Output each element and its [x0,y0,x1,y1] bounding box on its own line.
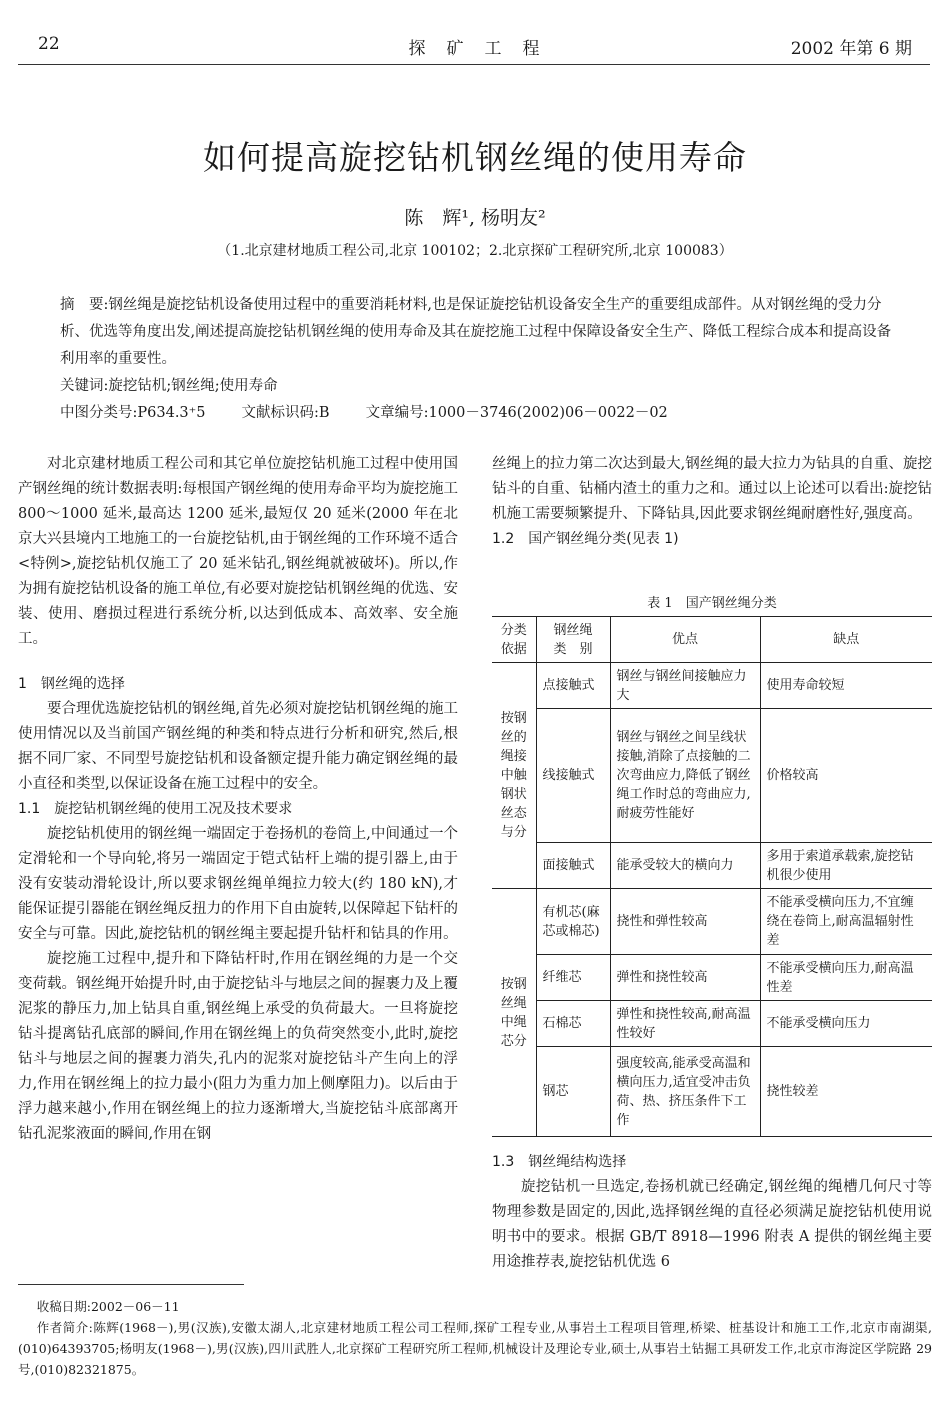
table-cell: 多用于索道承载索,旋挖钻机很少使用 [766,848,914,883]
section-1-3-paragraph: 旋挖钻机一旦选定,卷扬机就已经确定,钢丝绳的绳槽几何尺寸等物理参数是固定的,因此,选择钢丝绳的直径必须满足旋挖钻机使用说明书中的要求。根据 GB/T 8918—1996 附表 A 提供的钢丝绳主要用途推荐表,旋挖钻机优选 6 [492,1179,932,1270]
abstract-paragraph [60,292,892,373]
continued-paragraph: 丝绳上的拉力第二次达到最大,钢丝绳的最大拉力为钻具的自重、旋挖钻斗的自重、钻桶内渣土的重力之和。通过以上论述可以看出:旋挖钻机施工需要频繁提升、下降钻具,因此要求钢丝绳耐磨性好,强度高。 [492,456,932,522]
table-cell: 纤维芯 [536,955,610,1001]
group-core: 按钢丝绳中绳芯分 [492,889,536,1137]
article-title: 如何提高旋挖钻机钢丝绳的使用寿命 [203,138,747,177]
table-cell: 能承受较大的横向力 [610,843,760,889]
right-column [492,452,932,552]
classification-line [60,400,892,427]
header-basis: 分类依据 [492,617,536,663]
classification-table [492,616,932,1137]
article-number: 文章编号:1000－3746(2002)06－0022－02 [365,405,668,421]
section-1-2-heading: 1.2 国产钢丝绳分类(见表 1) [492,531,679,547]
header-category: 钢丝绳 类 别 [536,617,610,663]
issue-label: 2002 年第 6 期 [790,39,912,59]
table-cell: 钢丝与钢丝之间呈线状接触,消除了点接触的二次弯曲应力,降低了钢丝绳工作时总的弯曲应力,耐疲劳性能好 [610,709,760,843]
table-cell: 价格较高 [766,768,819,783]
table-cell: 挠性较差 [766,1084,819,1099]
affiliations: （1.北京建材地质工程公司,北京 100102；2.北京探矿工程研究所,北京 100083） [217,243,733,259]
section-1-3-heading: 1.3 钢丝绳结构选择 [492,1154,627,1170]
page-number: 22 [38,34,60,54]
table-cell: 石棉芯 [536,1001,610,1047]
table-cell: 使用寿命较短 [766,678,845,693]
table-cell: 弹性和挠性较高 [610,955,760,1001]
footnote-rule [18,1284,244,1285]
header-pros: 优点 [610,617,760,663]
table-cell: 弹性和挠性较高,耐高温性较好 [610,1001,760,1047]
section-1-1-paragraph-1: 旋挖钻机使用的钢丝绳一端固定于卷扬机的卷筒上,中间通过一个定滑轮和一个导向轮,将另一端固定于铠式钻杆上端的提引器上,由于没有安装动滑轮设计,所以要求钢丝绳单绳拉力较大(约 180 kN),才能保证提引器能在钢丝绳反扭力的作用下自由旋转,以保障起下钻杆的安全与可靠。因此,旋挖钻机的钢丝绳主要起提升钻杆和钻具的作用。 [18,826,458,942]
footnotes [18,1296,932,1380]
table-cell: 钢丝与钢丝间接触应力大 [610,663,760,709]
group-contact: 按钢丝的绳接中触钢状丝态与分 [492,663,536,889]
table-caption: 表 1 国产钢丝绳分类 [647,596,777,611]
section-1-paragraph: 要合理优选旋挖钻机的钢丝绳,首先必须对旋挖钻机钢丝绳的施工使用情况以及当前国产钢丝绳的种类和特点进行分析和研究,然后,根据不同厂家、不同型号旋挖钻机和设备额定提升能力确定钢丝绳的最小直径和类型,以保证设备在施工过程中的安全。 [18,701,458,792]
table-cell: 挠性和弹性较高 [610,889,760,955]
table-cell: 钢芯 [536,1047,610,1137]
table-cell: 强度较高,能承受高温和横向压力,适宜受冲击负荷、热、挤压条件下工作 [610,1047,760,1137]
header-rule [18,64,930,65]
left-column [18,452,458,1147]
table-cell: 不能承受横向压力 [766,1016,871,1031]
journal-name: 探 矿 工 程 [408,39,542,59]
keywords: 关键词:旋挖钻机;钢丝绳;使用寿命 [60,378,278,394]
section-1-1-paragraph-2: 旋挖施工过程中,提升和下降钻杆时,作用在钢丝绳的力是一个交变荷载。钢丝绳开始提升时,由于旋挖钻斗与地层之间的握裹力及上覆泥浆的静压力,加上钻具自重,钢丝绳上承受的负荷最大。一旦将旋挖钻斗提离钻孔底部的瞬间,作用在钢丝绳上的负荷突然变小,此时,旋挖钻斗与地层之间的握裹力消失,孔内的泥浆对旋挖钻斗产生向上的浮力,作用在钢丝绳上的拉力最小(阻力为重力加上侧摩阻力)。以后由于浮力越来越小,作用在钢丝绳上的拉力逐渐增大,当旋挖钻斗底部离开钻孔泥浆液面的瞬间,作用在钢 [18,951,458,1142]
header-cons: 缺点 [833,632,860,647]
section-1-heading: 1 钢丝绳的选择 [18,676,125,692]
table-cell: 不能承受横向压力,不宜缠绕在卷筒上,耐高温辐射性差 [766,895,914,948]
table-wrapper [492,616,932,1137]
table-cell: 点接触式 [536,663,610,709]
author-line: 陈 辉¹, 杨明友² [404,207,546,229]
section-1-1-heading: 1.1 旋挖钻机钢丝绳的使用工况及技术要求 [18,801,293,817]
table-cell: 有机芯(麻芯或棉芯) [536,889,610,955]
abstract-text: 钢丝绳是旋挖钻机设备使用过程中的重要消耗材料,也是保证旋挖钻机设备安全生产的重要组成部件。从对钢丝绳的受力分析、优选等角度出发,阐述提高旋挖钻机钢丝绳的使用寿命及其在旋挖施工过程中保障设备安全生产、降低工程综合成本和提高设备利用率的重要性。 [60,297,892,367]
table-cell: 线接触式 [536,709,610,843]
intro-paragraph: 对北京建材地质工程公司和其它单位旋挖钻机施工过程中使用国产钢丝绳的统计数据表明:每根国产钢丝绳的使用寿命平均为旋挖施工 800～1000 延米,最高达 1200 延米,最短仅 20 延米(2000 年在北京大兴县境内工地施工的一台旋挖钻机,由于钢丝绳的工作环境不适合<特例>,旋挖钻机仅施工了 20 延米钻孔,钢丝绳就被破坏)。所以,作为拥有旋挖钻机设备的施工单位,有必要对旋挖钻机钢丝绳的优选、安装、使用、磨损过程进行系统分析,以达到低成本、高效率、安全施工。 [18,456,458,647]
clc-number: 中图分类号:P634.3⁺5 [60,405,206,421]
author-bio: 作者简介:陈辉(1968－),男(汉族),安徽太湖人,北京建材地质工程公司工程师,探矿工程专业,从事岩土工程项目管理,桥梁、桩基设计和施工工作,北京市南湖渠,(010)64393705;杨明友(1968－),男(汉族),四川武胜人,北京探矿工程研究所工程师,机械设计及理论专业,硕士,从事岩土钻掘工具研发工作,北京市海淀区学院路 29 号,(010)82321875。 [18,1320,932,1377]
table-cell: 面接触式 [536,843,610,889]
document-code: 文献标识码:B [241,405,330,421]
abstract-label: 摘 要: [60,297,109,313]
table-cell: 不能承受横向压力,耐高温性差 [766,960,914,995]
received-date: 收稿日期:2002－06－11 [36,1299,180,1314]
right-column-bottom [492,1150,932,1275]
abstract-block [60,292,892,427]
